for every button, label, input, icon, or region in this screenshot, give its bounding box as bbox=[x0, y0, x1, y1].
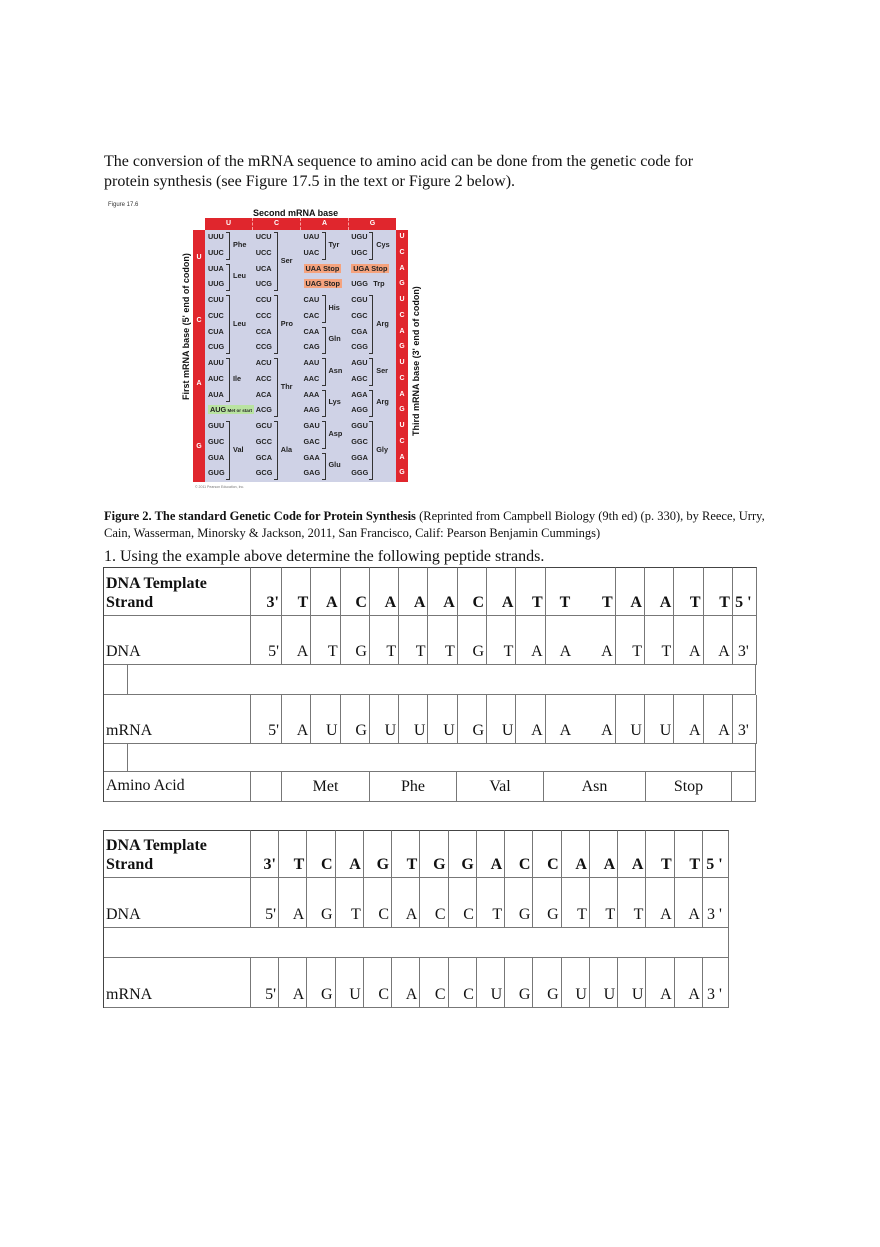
codon: UGG bbox=[351, 279, 368, 289]
base-cell: A bbox=[336, 830, 364, 878]
codon: UUC bbox=[208, 247, 224, 257]
codon: UUU bbox=[208, 232, 224, 241]
genetic-code-figure bbox=[108, 200, 428, 490]
blank-cell bbox=[104, 665, 128, 695]
amino-acid-label: Ala bbox=[280, 444, 293, 454]
bracket bbox=[369, 421, 373, 480]
strand-end: 5 ' bbox=[703, 830, 729, 878]
base-cell: G bbox=[533, 878, 561, 928]
dna-row bbox=[103, 616, 757, 665]
codon: AAC bbox=[303, 373, 320, 383]
base-cell: T bbox=[646, 830, 674, 878]
base-cell: T bbox=[645, 616, 674, 665]
question-1: 1. Using the example above determine the following peptide strands. bbox=[104, 548, 545, 565]
blank-cell bbox=[128, 665, 756, 695]
third-base-C: C bbox=[399, 248, 405, 256]
codon: UAC bbox=[303, 247, 320, 257]
strand-end: 3 ' bbox=[703, 958, 729, 1008]
amino-acid-label: Asn bbox=[328, 365, 343, 375]
base-cell: T bbox=[704, 567, 733, 616]
bracket bbox=[369, 232, 373, 260]
strand-start: 5' bbox=[251, 958, 279, 1008]
base-cell: A bbox=[674, 616, 703, 665]
base-cell: A bbox=[392, 958, 420, 1008]
base-cell: U bbox=[477, 958, 505, 1008]
codon: AGA bbox=[351, 389, 368, 399]
strand-end: 3' bbox=[733, 616, 757, 665]
amino-acid-label: Val bbox=[233, 444, 244, 454]
codon: UCC bbox=[255, 247, 272, 257]
first-base-C: C bbox=[196, 317, 202, 324]
third-base-G: G bbox=[399, 280, 405, 288]
base-cell: C bbox=[458, 567, 487, 616]
bracket bbox=[322, 358, 326, 386]
codon: CUC bbox=[208, 310, 224, 320]
base-cell: T bbox=[428, 616, 457, 665]
base-cell: C bbox=[307, 830, 335, 878]
codon: CUG bbox=[208, 342, 225, 352]
base-cell: A bbox=[282, 695, 311, 744]
amino-acid-label: Lys bbox=[328, 397, 341, 407]
row-label: mRNA bbox=[104, 958, 251, 1008]
bracket bbox=[226, 264, 230, 292]
codon: CCA bbox=[255, 326, 272, 336]
peptide-table-1 bbox=[103, 567, 757, 802]
base-cell: C bbox=[505, 830, 533, 878]
base-cell: A bbox=[618, 830, 646, 878]
base-cell: G bbox=[505, 878, 533, 928]
strand-end: 3 ' bbox=[703, 878, 729, 928]
third-base-U: U bbox=[399, 296, 405, 303]
base-cell: T bbox=[516, 567, 545, 616]
third-base-C: C bbox=[399, 437, 405, 445]
base-cell: T bbox=[336, 878, 364, 928]
base-cell: C bbox=[364, 958, 392, 1008]
base-cell: G bbox=[458, 616, 487, 665]
base-cell: U bbox=[590, 958, 618, 1008]
dna-row bbox=[103, 878, 729, 928]
base-cell: A bbox=[674, 695, 703, 744]
amino-acid-label: Phe bbox=[233, 239, 247, 249]
figure-title: Second mRNA base bbox=[253, 208, 339, 218]
bracket bbox=[226, 421, 230, 480]
codon: GAU bbox=[303, 421, 320, 430]
base-cell: A bbox=[590, 830, 618, 878]
base-cell: G bbox=[341, 616, 370, 665]
second-base-A: A bbox=[301, 218, 349, 230]
base-cell: G bbox=[449, 830, 477, 878]
base-cell: U bbox=[370, 695, 399, 744]
strand-start: 5' bbox=[251, 616, 282, 665]
base-cell: U bbox=[311, 695, 340, 744]
codon: GUU bbox=[208, 421, 225, 430]
template-strand-row bbox=[103, 567, 757, 616]
row-label: Amino Acid bbox=[104, 772, 251, 802]
figure-label: Figure 17.6 bbox=[108, 202, 139, 208]
base-cell: T bbox=[618, 878, 646, 928]
base-cell: C bbox=[420, 878, 448, 928]
bracket bbox=[274, 358, 278, 417]
mrna-row bbox=[103, 695, 757, 744]
base-cell: G bbox=[505, 958, 533, 1008]
base: T bbox=[559, 594, 571, 611]
base-cell: C bbox=[533, 830, 561, 878]
third-base-U: U bbox=[399, 359, 405, 366]
amino-acid-label: Cys bbox=[376, 239, 390, 249]
base-cell: G bbox=[364, 830, 392, 878]
base-cell: U bbox=[428, 695, 457, 744]
blank-cell bbox=[732, 772, 756, 802]
bracket bbox=[274, 295, 278, 354]
codon: CGC bbox=[351, 310, 368, 320]
intro-line-2: protein synthesis (see Figure 17.5 in the text or Figure 2 below). bbox=[104, 173, 516, 190]
third-base-G: G bbox=[399, 469, 405, 477]
blank-cell bbox=[104, 744, 128, 772]
base: A bbox=[601, 722, 613, 739]
caption-title: Figure 2. The standard Genetic Code for Protein Synthesis bbox=[104, 509, 416, 523]
codon: ACU bbox=[255, 358, 272, 367]
base-cell: C bbox=[449, 878, 477, 928]
codon: AAA bbox=[303, 389, 320, 399]
stop-codon: UAG Stop bbox=[305, 279, 340, 289]
bracket bbox=[322, 327, 326, 355]
base-cell: A bbox=[704, 695, 733, 744]
blank-cell bbox=[104, 928, 729, 958]
row-label: DNA Template Strand bbox=[104, 830, 251, 878]
base-cell: A bbox=[487, 567, 516, 616]
codon: GUG bbox=[208, 468, 225, 478]
base-cell: A bbox=[279, 958, 307, 1008]
third-base-U: U bbox=[399, 233, 405, 240]
base-cell bbox=[546, 616, 616, 665]
codon: AGG bbox=[351, 405, 368, 415]
third-base-G: G bbox=[399, 343, 405, 351]
base-cell: T bbox=[590, 878, 618, 928]
codon: CGG bbox=[351, 342, 368, 352]
row-label: DNA bbox=[104, 616, 251, 665]
codon: AUG Met or start bbox=[210, 405, 252, 415]
codon: GGC bbox=[351, 436, 368, 446]
second-base-C: C bbox=[253, 218, 301, 230]
codon: GUC bbox=[208, 436, 225, 446]
codon: CAC bbox=[303, 310, 320, 320]
amino-acid-label: Ile bbox=[233, 373, 242, 383]
codon: ACG bbox=[255, 405, 272, 415]
base-cell: T bbox=[675, 830, 703, 878]
bracket bbox=[226, 358, 230, 402]
codon: UCG bbox=[255, 279, 272, 289]
strand-start: 3' bbox=[251, 830, 279, 878]
peptide-table-2 bbox=[103, 830, 729, 1008]
third-base-A: A bbox=[399, 453, 405, 461]
strand-end: 5 ' bbox=[733, 567, 757, 616]
base: A bbox=[601, 643, 613, 660]
codon: CCC bbox=[255, 310, 272, 320]
codon: GGU bbox=[351, 421, 368, 430]
amino-acid-label: Thr bbox=[280, 381, 293, 391]
bracket bbox=[226, 295, 230, 354]
amino-acid-label: Ser bbox=[280, 255, 293, 265]
codon: AAG bbox=[303, 405, 320, 415]
amino-acid-label: Asp bbox=[328, 428, 343, 438]
base-cell: A bbox=[370, 567, 399, 616]
codon: UCU bbox=[255, 232, 272, 241]
second-base-U: U bbox=[205, 218, 253, 230]
base-cell: A bbox=[646, 958, 674, 1008]
bracket bbox=[322, 421, 326, 449]
codon: GGA bbox=[351, 452, 368, 462]
third-base-axis-label: Third mRNA base (3' end of codon) bbox=[411, 286, 421, 436]
bracket bbox=[369, 358, 373, 386]
codon: GCA bbox=[255, 452, 272, 462]
base-cell: T bbox=[311, 616, 340, 665]
figure-copyright: © 2011 Pearson Education, Inc. bbox=[195, 485, 245, 489]
codon: CUU bbox=[208, 295, 224, 304]
amino-acid-label: Arg bbox=[376, 397, 389, 407]
amino-acid-label: Trp bbox=[373, 279, 385, 289]
third-base-C: C bbox=[399, 311, 405, 319]
base-cell: A bbox=[516, 695, 545, 744]
codon: GCG bbox=[255, 468, 273, 478]
base-cell: G bbox=[533, 958, 561, 1008]
base-cell: T bbox=[616, 616, 645, 665]
third-base-column bbox=[396, 230, 408, 482]
third-base-G: G bbox=[399, 406, 405, 414]
base-cell bbox=[546, 695, 616, 744]
bracket bbox=[369, 295, 373, 354]
first-base-A: A bbox=[196, 380, 202, 387]
codon: CGA bbox=[351, 326, 368, 336]
codon: GUA bbox=[208, 452, 225, 462]
base-cell: U bbox=[562, 958, 590, 1008]
strand-start: 5' bbox=[251, 695, 282, 744]
start-label: Met or start bbox=[226, 408, 252, 414]
intro-line-1: The conversion of the mRNA sequence to amino acid can be done from the genetic code for bbox=[104, 153, 694, 170]
base-cell: A bbox=[616, 567, 645, 616]
base-cell: G bbox=[420, 830, 448, 878]
base: A bbox=[559, 722, 572, 739]
codon: CCG bbox=[255, 342, 272, 352]
base-cell: A bbox=[675, 958, 703, 1008]
amino-acid-label: Gly bbox=[376, 444, 389, 454]
first-base-column bbox=[193, 230, 205, 482]
base-cell: A bbox=[428, 567, 457, 616]
codon: UGC bbox=[351, 247, 368, 257]
third-base-C: C bbox=[399, 374, 405, 382]
first-base-axis-label: First mRNA base (5' end of codon) bbox=[181, 253, 191, 400]
codon: GCC bbox=[255, 436, 272, 446]
row-label: DNA bbox=[104, 878, 251, 928]
amino-acid-cell: Met bbox=[282, 772, 370, 802]
base-cell: T bbox=[370, 616, 399, 665]
base-cell: A bbox=[645, 567, 674, 616]
bracket bbox=[274, 232, 278, 291]
codon: AAU bbox=[303, 358, 320, 367]
bracket bbox=[322, 453, 326, 481]
codon: UUG bbox=[208, 279, 225, 289]
third-base-A: A bbox=[399, 390, 405, 398]
second-base-header bbox=[205, 218, 396, 230]
base-cell: G bbox=[307, 958, 335, 1008]
base-cell: T bbox=[487, 616, 516, 665]
strand-start: 3' bbox=[251, 567, 282, 616]
base: A bbox=[559, 643, 572, 660]
bracket bbox=[369, 390, 373, 418]
base-cell: U bbox=[487, 695, 516, 744]
base: T bbox=[602, 594, 613, 611]
base-cell: A bbox=[311, 567, 340, 616]
first-base-G: G bbox=[196, 443, 202, 450]
bracket bbox=[274, 421, 278, 480]
base-cell: C bbox=[449, 958, 477, 1008]
base-cell: A bbox=[279, 878, 307, 928]
third-base-U: U bbox=[399, 422, 405, 429]
codon: CAU bbox=[303, 295, 320, 304]
base-cell: A bbox=[282, 616, 311, 665]
codon: AGU bbox=[351, 358, 368, 367]
codon-grid bbox=[205, 230, 396, 482]
blank-row bbox=[103, 665, 757, 695]
codon: CCU bbox=[255, 295, 272, 304]
base-cell: A bbox=[399, 567, 428, 616]
base-cell: T bbox=[562, 878, 590, 928]
base-cell: T bbox=[282, 567, 311, 616]
codon: CGU bbox=[351, 295, 368, 304]
row-label: mRNA bbox=[104, 695, 251, 744]
codon: ACA bbox=[255, 389, 272, 399]
codon: GGG bbox=[351, 468, 369, 478]
bracket bbox=[322, 232, 326, 260]
figure-caption bbox=[104, 508, 784, 542]
caption-citation: (Reprinted from Campbell Biology (9th ed) (p. 330), by Reece, Urry, Cain, Wasserman, Minorsky & Jackson, 2011, San Francisco, Calif: Pearson Benjamin Cummings) bbox=[104, 509, 765, 540]
bracket bbox=[322, 390, 326, 418]
codon: UUA bbox=[208, 263, 224, 273]
second-base-G: G bbox=[369, 220, 376, 227]
base-cell: C bbox=[364, 878, 392, 928]
amino-acid-cell: Asn bbox=[544, 772, 646, 802]
base-cell: A bbox=[646, 878, 674, 928]
strand-start: 5' bbox=[251, 878, 279, 928]
codon: UCA bbox=[255, 263, 272, 273]
base-cell: A bbox=[516, 616, 545, 665]
third-base-A: A bbox=[399, 264, 405, 272]
amino-acid-label: Arg bbox=[376, 318, 389, 328]
amino-acid-row bbox=[103, 772, 757, 802]
blank-cell bbox=[128, 744, 756, 772]
amino-acid-cell: Val bbox=[457, 772, 544, 802]
mrna-row bbox=[103, 958, 729, 1008]
bracket bbox=[226, 232, 230, 260]
amino-acid-cell: Stop bbox=[646, 772, 732, 802]
stop-codon: UAA Stop bbox=[305, 263, 340, 273]
bracket bbox=[322, 295, 326, 323]
codon: GAA bbox=[303, 452, 320, 462]
base-cell: U bbox=[616, 695, 645, 744]
blank-row bbox=[103, 928, 729, 958]
codon: GAG bbox=[303, 468, 321, 478]
base-cell: T bbox=[399, 616, 428, 665]
base-cell: A bbox=[675, 878, 703, 928]
codon: AUU bbox=[208, 358, 224, 367]
amino-acid-label: Leu bbox=[233, 318, 246, 328]
amino-acid-label: Ser bbox=[376, 365, 389, 375]
base-cell bbox=[546, 567, 616, 616]
blank-row bbox=[103, 744, 757, 772]
amino-acid-label: Glu bbox=[328, 460, 341, 470]
codon: CUA bbox=[208, 326, 224, 336]
amino-acid-label: His bbox=[328, 302, 340, 312]
base-cell: G bbox=[341, 695, 370, 744]
codon: UAU bbox=[303, 232, 320, 241]
template-strand-row bbox=[103, 830, 729, 878]
codon: AGC bbox=[351, 373, 368, 383]
first-base-U: U bbox=[196, 254, 202, 261]
base-cell: G bbox=[307, 878, 335, 928]
base-cell: G bbox=[458, 695, 487, 744]
base-cell: T bbox=[279, 830, 307, 878]
base-cell: U bbox=[336, 958, 364, 1008]
base-cell: A bbox=[562, 830, 590, 878]
amino-acid-label: Pro bbox=[280, 318, 293, 328]
amino-acid-label: Gln bbox=[328, 334, 341, 344]
codon: AUA bbox=[208, 389, 224, 399]
base-cell: A bbox=[704, 616, 733, 665]
amino-acid-cell: Phe bbox=[370, 772, 457, 802]
codon: GAC bbox=[303, 436, 320, 446]
base-cell: A bbox=[477, 830, 505, 878]
stop-codon: UGA Stop bbox=[353, 263, 388, 273]
base-cell: C bbox=[341, 567, 370, 616]
base-cell: T bbox=[477, 878, 505, 928]
blank-cell bbox=[251, 772, 282, 802]
base-cell: C bbox=[420, 958, 448, 1008]
base-cell: U bbox=[399, 695, 428, 744]
codon: GCU bbox=[255, 421, 272, 430]
base-cell: T bbox=[392, 830, 420, 878]
codon: UGU bbox=[351, 232, 368, 241]
row-label: DNA Template Strand bbox=[104, 567, 251, 616]
codon: CAG bbox=[303, 342, 320, 352]
base-cell: T bbox=[674, 567, 703, 616]
codon: CAA bbox=[303, 326, 320, 336]
amino-acid-label: Tyr bbox=[328, 239, 340, 249]
codon: AUC bbox=[208, 373, 224, 383]
base-cell: A bbox=[392, 878, 420, 928]
amino-acid-label: Leu bbox=[233, 271, 246, 281]
strand-end: 3' bbox=[733, 695, 757, 744]
codon: ACC bbox=[255, 373, 272, 383]
base-cell: U bbox=[645, 695, 674, 744]
third-base-A: A bbox=[399, 327, 405, 335]
base-cell: U bbox=[618, 958, 646, 1008]
